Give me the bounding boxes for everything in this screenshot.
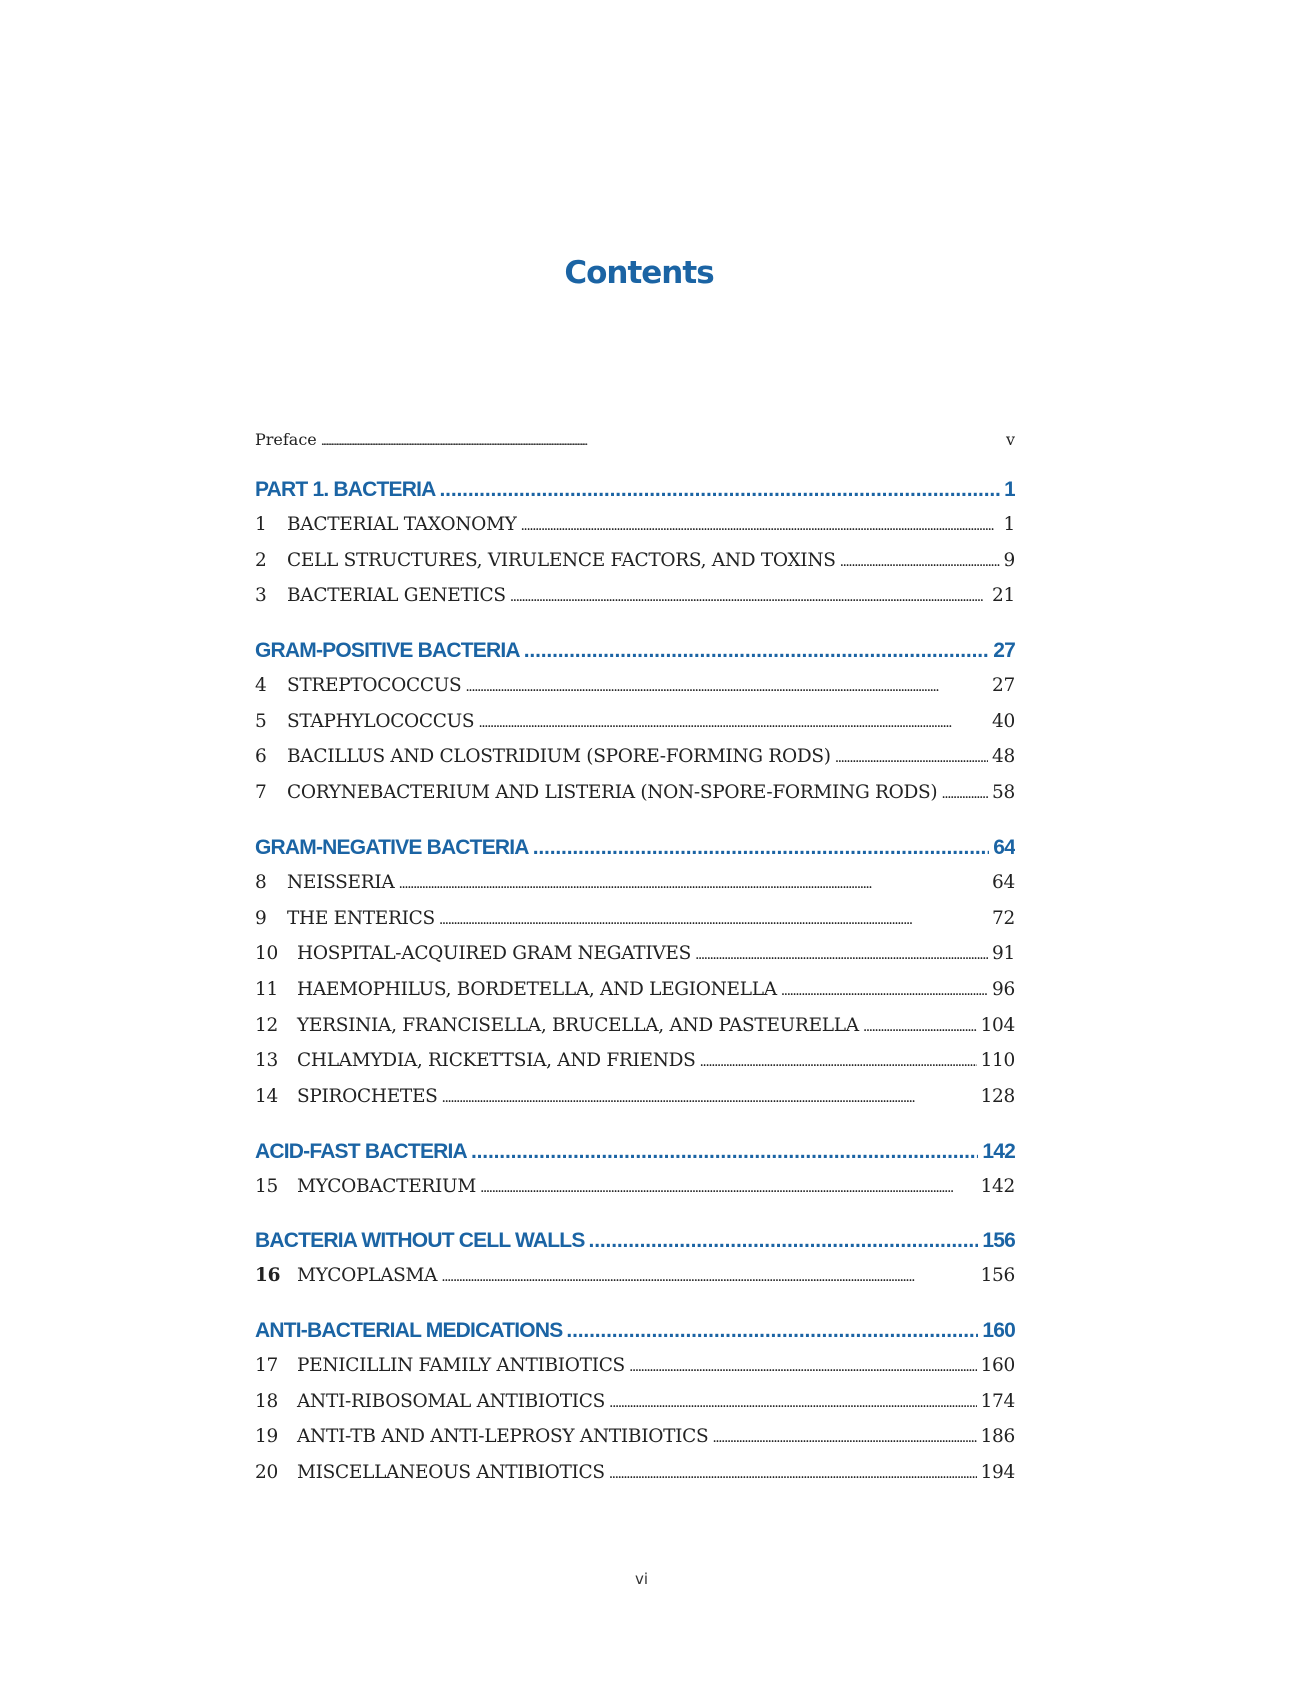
dot-leader	[840, 550, 1000, 571]
dot-leader	[510, 585, 988, 606]
chapter-number: 13	[255, 1050, 278, 1072]
toc-chapter-row[interactable]	[255, 1265, 1015, 1301]
chapter-page-number: 40	[992, 710, 1015, 732]
dot-leader	[465, 675, 988, 696]
dot-leader	[398, 872, 988, 893]
chapter-label	[255, 782, 937, 803]
toc-part-row[interactable]	[255, 1140, 1015, 1176]
chapter-label	[255, 1050, 696, 1071]
dot-leader	[521, 514, 1000, 535]
chapter-label	[255, 1426, 708, 1447]
dot-leader	[533, 836, 990, 860]
toc-part-row[interactable]	[255, 639, 1015, 675]
dot-leader	[941, 782, 988, 803]
chapter-page-number: 72	[992, 907, 1015, 929]
toc-chapter-row[interactable]	[255, 1391, 1015, 1427]
chapter-number: 3	[255, 585, 267, 607]
chapter-number: 18	[255, 1390, 278, 1412]
chapter-number: 17	[255, 1355, 278, 1376]
chapter-label	[255, 675, 461, 696]
chapter-label	[255, 872, 394, 893]
toc-chapter-row[interactable]	[255, 1050, 1015, 1086]
chapter-label	[255, 1086, 438, 1107]
dot-leader	[695, 943, 988, 964]
chapter-number: 5	[255, 710, 267, 732]
toc-part-row[interactable]	[255, 1229, 1015, 1265]
chapter-label	[255, 979, 777, 1000]
toc-part-row[interactable]	[255, 836, 1015, 872]
chapter-number: 6	[255, 746, 267, 768]
toc-chapter-row[interactable]	[255, 746, 1015, 782]
chapter-title: NEISSERIA	[287, 871, 395, 893]
toc-chapter-row[interactable]	[255, 514, 1015, 550]
part-title: ANTI-BACTERIAL MEDICATIONS	[255, 1319, 563, 1342]
chapter-label	[255, 550, 836, 571]
chapter-title: CELL STRUCTURES, VIRULENCE FACTORS, AND TOXINS	[287, 549, 836, 571]
preface-page-number: v	[1005, 430, 1015, 449]
chapter-number: 14	[255, 1085, 278, 1107]
chapter-page-number: 27	[992, 675, 1015, 697]
chapter-number: 16	[255, 1265, 281, 1287]
chapter-number: 9	[255, 907, 267, 929]
chapter-page-number: 110	[980, 1050, 1015, 1072]
chapter-page-number: 156	[980, 1265, 1015, 1287]
chapter-number: 2	[255, 549, 267, 571]
chapter-page-number: 186	[980, 1426, 1015, 1448]
dot-leader	[321, 430, 1002, 449]
dot-leader	[629, 1355, 977, 1376]
chapter-page-number: 58	[992, 782, 1015, 804]
toc-sections	[255, 478, 1015, 1498]
toc-chapter-row[interactable]	[255, 1086, 1015, 1122]
toc-part-row[interactable]	[255, 1319, 1015, 1355]
chapter-page-number: 1	[1003, 514, 1015, 535]
chapter-label	[255, 746, 831, 767]
chapter-label	[255, 585, 506, 606]
toc-chapter-row[interactable]	[255, 872, 1015, 908]
page-title: Contents	[564, 255, 714, 291]
part-page-number: 142	[982, 1139, 1015, 1163]
chapter-label	[255, 1462, 605, 1483]
dot-leader	[566, 1319, 978, 1343]
chapter-page-number: 96	[992, 978, 1015, 1000]
chapter-title: HAEMOPHILUS, BORDETELLA, AND LEGIONELLA	[297, 978, 777, 1000]
toc-preface-row[interactable]	[255, 430, 1015, 460]
dot-leader	[781, 979, 988, 1000]
toc-chapter-row[interactable]	[255, 782, 1015, 818]
toc-chapter-row[interactable]	[255, 1015, 1015, 1051]
chapter-title: BACTERIAL GENETICS	[287, 585, 506, 607]
part-page-number: 156	[982, 1229, 1015, 1253]
part-page-number: 64	[993, 835, 1015, 859]
dot-leader	[524, 639, 989, 663]
page-number-footer: vi	[634, 1570, 649, 1588]
chapter-page-number: 91	[992, 943, 1015, 965]
chapter-number: 20	[255, 1462, 278, 1484]
part-page-number: 160	[982, 1319, 1015, 1342]
toc-part-row[interactable]	[255, 478, 1015, 514]
chapter-label	[255, 1391, 605, 1412]
chapter-number: 4	[255, 675, 267, 697]
chapter-number: 10	[255, 943, 278, 965]
chapter-title: STREPTOCOCCUS	[287, 675, 462, 697]
chapter-title: THE ENTERICS	[287, 907, 435, 929]
dot-leader	[471, 1140, 978, 1164]
dot-leader	[589, 1229, 979, 1253]
part-title: GRAM-NEGATIVE BACTERIA	[255, 835, 529, 859]
toc-chapter-row[interactable]	[255, 943, 1015, 979]
toc-chapter-row[interactable]	[255, 979, 1015, 1015]
chapter-label	[255, 908, 435, 929]
toc-chapter-row[interactable]	[255, 908, 1015, 944]
chapter-title: SPIROCHETES	[297, 1085, 438, 1107]
chapter-title: ANTI-TB AND ANTI-LEPROSY ANTIBIOTICS	[297, 1426, 709, 1448]
dot-leader	[440, 478, 1001, 502]
dot-leader	[442, 1086, 977, 1107]
chapter-page-number: 9	[1003, 549, 1015, 571]
dot-leader	[480, 1176, 977, 1197]
dot-leader	[441, 1265, 976, 1286]
toc-chapter-row[interactable]	[255, 675, 1015, 711]
chapter-label	[255, 1355, 625, 1376]
chapter-title: BACILLUS AND CLOSTRIDIUM (SPORE-FORMING RODS)	[287, 746, 831, 768]
chapter-title: MYCOBACTERIUM	[297, 1175, 476, 1197]
chapter-number: 12	[255, 1014, 278, 1036]
chapter-title: STAPHYLOCOCCUS	[287, 710, 475, 732]
dot-leader	[835, 746, 988, 767]
chapter-title: PENICILLIN FAMILY ANTIBIOTICS	[297, 1355, 625, 1376]
chapter-number: 8	[255, 871, 267, 893]
chapter-title: BACTERIAL TAXONOMY	[287, 514, 517, 535]
dot-leader	[700, 1050, 977, 1071]
chapter-title: ANTI-RIBOSOMAL ANTIBIOTICS	[297, 1390, 606, 1412]
chapter-label	[255, 1265, 437, 1286]
chapter-page-number: 64	[992, 871, 1015, 893]
preface-label: Preface	[255, 430, 317, 449]
chapter-number: 1	[255, 514, 267, 535]
toc-chapter-row[interactable]	[255, 1176, 1015, 1212]
chapter-title: CORYNEBACTERIUM AND LISTERIA (NON-SPORE-FORMING RODS)	[287, 782, 938, 804]
toc-chapter-row[interactable]	[255, 711, 1015, 747]
part-title: PART 1. BACTERIA	[255, 478, 436, 501]
chapter-label	[255, 711, 474, 732]
chapter-number: 11	[255, 978, 278, 1000]
chapter-title: CHLAMYDIA, RICKETTSIA, AND FRIENDS	[297, 1050, 696, 1072]
chapter-page-number: 142	[980, 1175, 1015, 1197]
chapter-label	[255, 1015, 859, 1036]
toc-chapter-row[interactable]	[255, 1355, 1015, 1391]
part-title: GRAM-POSITIVE BACTERIA	[255, 639, 520, 663]
chapter-page-number: 194	[980, 1462, 1015, 1484]
dot-leader	[609, 1391, 977, 1412]
dot-leader	[439, 908, 988, 929]
chapter-title: MISCELLANEOUS ANTIBIOTICS	[297, 1462, 605, 1484]
chapter-page-number: 160	[980, 1355, 1015, 1376]
dot-leader	[609, 1462, 977, 1483]
chapter-page-number: 21	[992, 585, 1015, 607]
chapter-label	[255, 514, 517, 535]
part-page-number: 1	[1004, 478, 1015, 501]
chapter-title: HOSPITAL-ACQUIRED GRAM NEGATIVES	[297, 943, 691, 965]
chapter-number: 15	[255, 1175, 278, 1197]
chapter-number: 19	[255, 1426, 278, 1448]
toc-chapter-row[interactable]	[255, 585, 1015, 621]
chapter-label	[255, 1176, 476, 1197]
chapter-title: YERSINIA, FRANCISELLA, BRUCELLA, AND PASTEURELLA	[297, 1014, 859, 1036]
part-title: ACID-FAST BACTERIA	[255, 1139, 467, 1163]
part-page-number: 27	[993, 639, 1015, 663]
chapter-label	[255, 943, 691, 964]
toc-chapter-row[interactable]	[255, 1426, 1015, 1462]
dot-leader	[478, 711, 988, 732]
chapter-page-number: 104	[980, 1014, 1015, 1036]
dot-leader	[712, 1426, 976, 1447]
toc-chapter-row[interactable]	[255, 1462, 1015, 1498]
toc-chapter-row[interactable]	[255, 550, 1015, 586]
dot-leader	[863, 1015, 977, 1036]
table-of-contents	[255, 430, 1015, 1498]
chapter-page-number: 48	[992, 746, 1015, 768]
chapter-title: MYCOPLASMA	[297, 1265, 438, 1287]
part-title: BACTERIA WITHOUT CELL WALLS	[255, 1229, 585, 1253]
chapter-page-number: 174	[980, 1390, 1015, 1412]
chapter-page-number: 128	[980, 1085, 1015, 1107]
chapter-number: 7	[255, 782, 267, 804]
